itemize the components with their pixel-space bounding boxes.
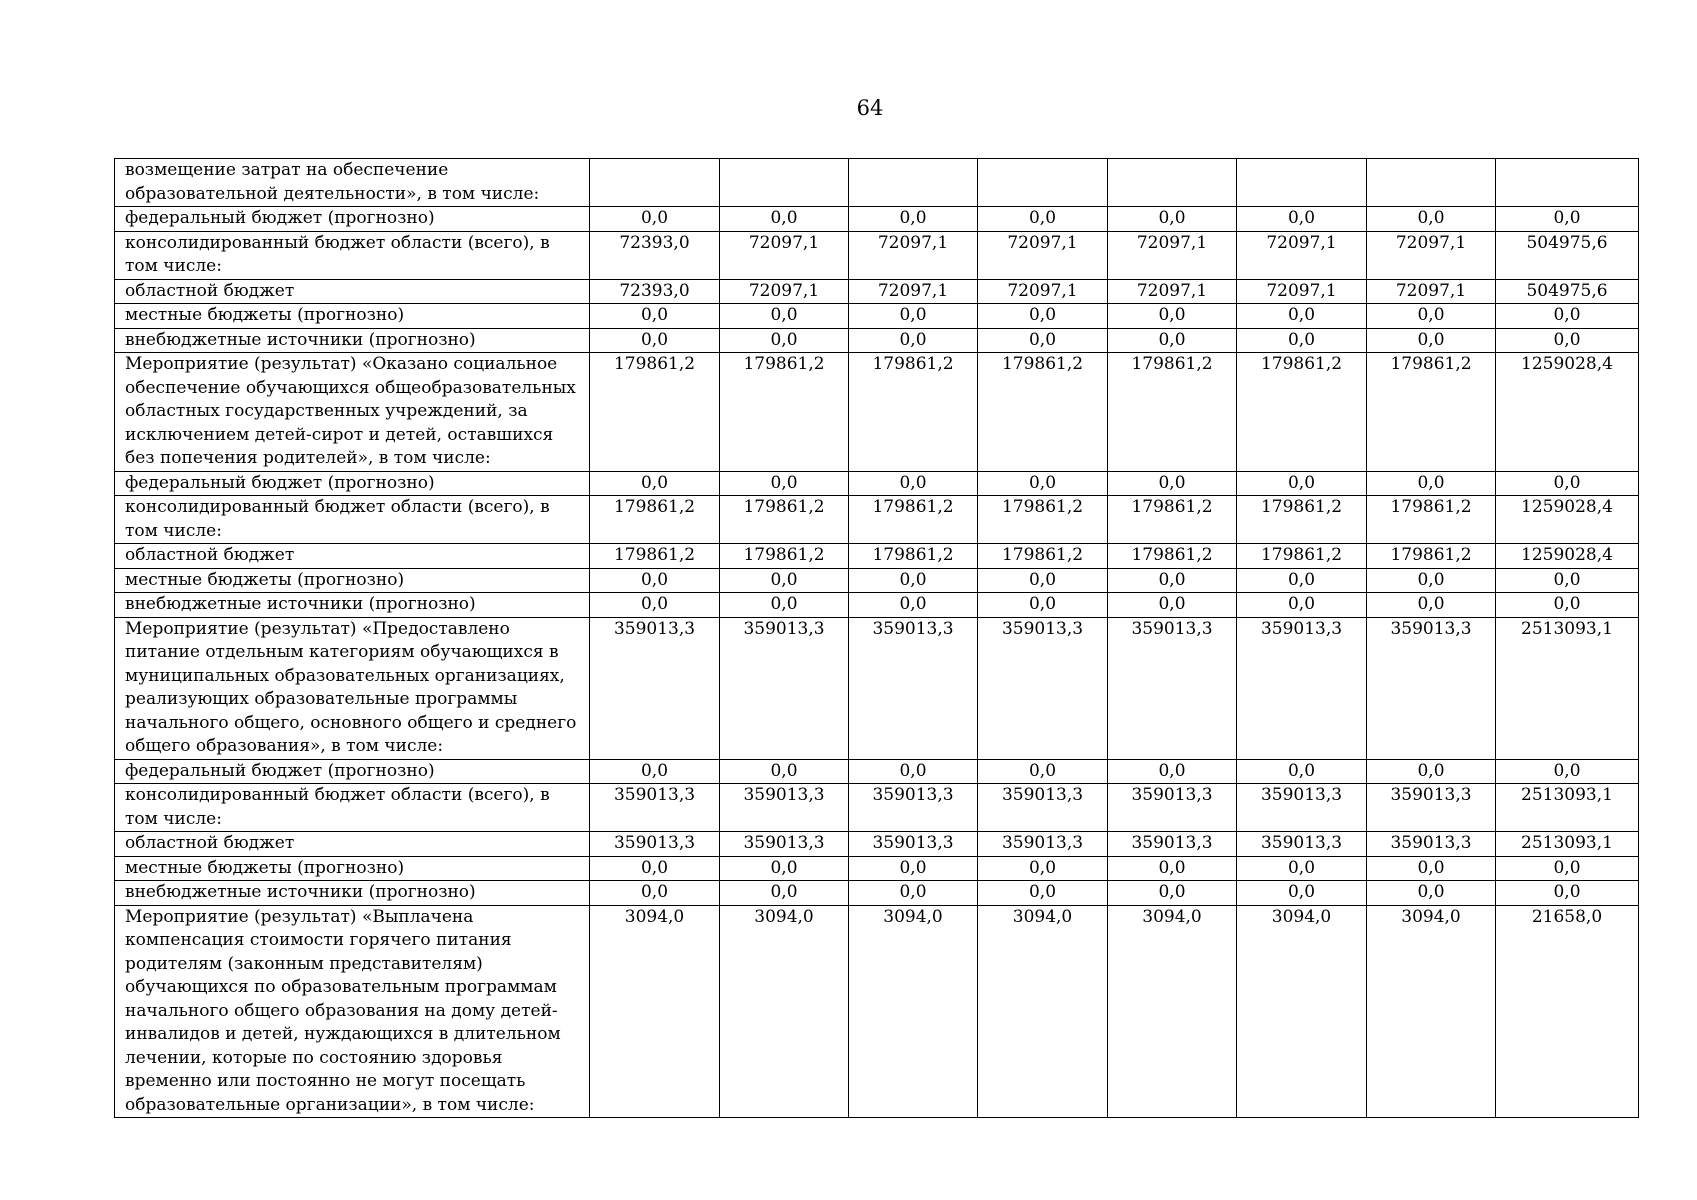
value-cell: 0,0 — [590, 759, 720, 784]
value-cell: 0,0 — [1367, 759, 1496, 784]
value-cell: 0,0 — [978, 568, 1108, 593]
value-cell: 0,0 — [590, 471, 720, 496]
value-cell — [1108, 159, 1237, 207]
value-cell: 0,0 — [720, 328, 849, 353]
value-cell: 179861,2 — [590, 544, 720, 569]
value-cell: 0,0 — [590, 568, 720, 593]
value-cell: 179861,2 — [1237, 496, 1367, 544]
row-label: консолидированный бюджет области (всего), в том числе: — [115, 496, 590, 544]
value-cell: 0,0 — [978, 207, 1108, 232]
value-cell: 359013,3 — [1237, 617, 1367, 759]
row-label: местные бюджеты (прогнозно) — [115, 304, 590, 329]
value-cell — [849, 159, 978, 207]
table-row — [115, 471, 1639, 496]
value-cell: 0,0 — [978, 471, 1108, 496]
table-row — [115, 231, 1639, 279]
value-cell: 72393,0 — [590, 279, 720, 304]
value-cell: 0,0 — [1108, 593, 1237, 618]
value-cell: 0,0 — [720, 856, 849, 881]
value-cell: 0,0 — [590, 328, 720, 353]
value-cell: 359013,3 — [1108, 617, 1237, 759]
value-cell: 179861,2 — [1108, 353, 1237, 472]
value-cell: 179861,2 — [1237, 544, 1367, 569]
table-row — [115, 304, 1639, 329]
value-cell-total: 2513093,1 — [1496, 784, 1639, 832]
value-cell-total: 0,0 — [1496, 759, 1639, 784]
value-cell: 0,0 — [849, 759, 978, 784]
value-cell: 72097,1 — [849, 231, 978, 279]
value-cell: 3094,0 — [590, 905, 720, 1118]
value-cell: 359013,3 — [978, 617, 1108, 759]
value-cell: 179861,2 — [720, 544, 849, 569]
value-cell: 0,0 — [1237, 759, 1367, 784]
value-cell: 72097,1 — [1237, 231, 1367, 279]
table-body — [115, 159, 1639, 1118]
value-cell: 179861,2 — [978, 353, 1108, 472]
value-cell: 179861,2 — [978, 496, 1108, 544]
value-cell: 359013,3 — [720, 832, 849, 857]
value-cell: 0,0 — [1367, 568, 1496, 593]
value-cell: 0,0 — [1367, 856, 1496, 881]
value-cell: 0,0 — [720, 881, 849, 906]
value-cell: 0,0 — [978, 856, 1108, 881]
value-cell: 0,0 — [849, 207, 978, 232]
value-cell-total: 2513093,1 — [1496, 617, 1639, 759]
value-cell: 0,0 — [720, 471, 849, 496]
value-cell: 0,0 — [849, 471, 978, 496]
value-cell: 359013,3 — [1108, 784, 1237, 832]
value-cell: 0,0 — [978, 759, 1108, 784]
value-cell: 0,0 — [978, 593, 1108, 618]
value-cell: 0,0 — [590, 593, 720, 618]
table-row — [115, 617, 1639, 759]
table-row — [115, 279, 1639, 304]
table-row — [115, 905, 1639, 1118]
value-cell: 179861,2 — [590, 353, 720, 472]
value-cell: 0,0 — [1237, 593, 1367, 618]
table-row — [115, 544, 1639, 569]
row-label: внебюджетные источники (прогнозно) — [115, 881, 590, 906]
value-cell-total: 0,0 — [1496, 881, 1639, 906]
value-cell-total: 1259028,4 — [1496, 353, 1639, 472]
value-cell: 3094,0 — [978, 905, 1108, 1118]
value-cell: 179861,2 — [978, 544, 1108, 569]
value-cell-total: 0,0 — [1496, 304, 1639, 329]
value-cell: 0,0 — [590, 856, 720, 881]
value-cell: 72097,1 — [978, 231, 1108, 279]
table-row — [115, 159, 1639, 207]
value-cell-total: 1259028,4 — [1496, 496, 1639, 544]
value-cell: 0,0 — [1367, 593, 1496, 618]
value-cell-total: 1259028,4 — [1496, 544, 1639, 569]
value-cell-total: 0,0 — [1496, 207, 1639, 232]
value-cell: 0,0 — [1367, 304, 1496, 329]
table-row — [115, 496, 1639, 544]
value-cell: 359013,3 — [590, 617, 720, 759]
value-cell-total — [1496, 159, 1639, 207]
row-label: областной бюджет — [115, 279, 590, 304]
value-cell: 0,0 — [978, 881, 1108, 906]
value-cell: 72097,1 — [1367, 279, 1496, 304]
value-cell — [590, 159, 720, 207]
table-row — [115, 207, 1639, 232]
value-cell: 359013,3 — [978, 784, 1108, 832]
value-cell: 179861,2 — [1108, 496, 1237, 544]
value-cell: 0,0 — [720, 568, 849, 593]
value-cell: 0,0 — [1108, 471, 1237, 496]
value-cell: 72097,1 — [1108, 231, 1237, 279]
value-cell: 0,0 — [1367, 471, 1496, 496]
value-cell: 0,0 — [720, 759, 849, 784]
value-cell: 179861,2 — [849, 544, 978, 569]
value-cell: 179861,2 — [1237, 353, 1367, 472]
value-cell: 72393,0 — [590, 231, 720, 279]
value-cell: 359013,3 — [1367, 617, 1496, 759]
value-cell: 0,0 — [849, 304, 978, 329]
value-cell: 0,0 — [1367, 881, 1496, 906]
page-number: 64 — [856, 96, 884, 120]
row-label: местные бюджеты (прогнозно) — [115, 568, 590, 593]
table-row — [115, 759, 1639, 784]
value-cell: 0,0 — [590, 304, 720, 329]
value-cell: 0,0 — [1108, 304, 1237, 329]
value-cell: 0,0 — [849, 593, 978, 618]
value-cell — [1237, 159, 1367, 207]
value-cell: 0,0 — [590, 881, 720, 906]
row-label: областной бюджет — [115, 832, 590, 857]
value-cell-total: 0,0 — [1496, 471, 1639, 496]
budget-table — [114, 158, 1639, 1118]
value-cell: 179861,2 — [849, 496, 978, 544]
value-cell-total: 0,0 — [1496, 856, 1639, 881]
value-cell: 359013,3 — [849, 784, 978, 832]
row-label: федеральный бюджет (прогнозно) — [115, 471, 590, 496]
value-cell: 0,0 — [1237, 328, 1367, 353]
value-cell: 359013,3 — [590, 784, 720, 832]
value-cell: 359013,3 — [849, 832, 978, 857]
value-cell: 179861,2 — [1367, 353, 1496, 472]
row-label: Мероприятие (результат) «Оказано социальное обеспечение обучающихся общеобразовательных областных государственных учреждений, за исключением детей-сирот и детей, оставшихся без попечения родителей», в том числе: — [115, 353, 590, 472]
row-label: федеральный бюджет (прогнозно) — [115, 759, 590, 784]
value-cell: 3094,0 — [720, 905, 849, 1118]
value-cell: 3094,0 — [1108, 905, 1237, 1118]
value-cell: 0,0 — [1237, 304, 1367, 329]
value-cell: 72097,1 — [978, 279, 1108, 304]
value-cell-total: 504975,6 — [1496, 279, 1639, 304]
value-cell: 0,0 — [978, 304, 1108, 329]
value-cell-total: 504975,6 — [1496, 231, 1639, 279]
table-row — [115, 328, 1639, 353]
table-row — [115, 784, 1639, 832]
value-cell: 0,0 — [1108, 568, 1237, 593]
value-cell: 0,0 — [978, 328, 1108, 353]
value-cell: 0,0 — [1108, 856, 1237, 881]
row-label: консолидированный бюджет области (всего), в том числе: — [115, 784, 590, 832]
value-cell: 0,0 — [1108, 328, 1237, 353]
value-cell: 0,0 — [1367, 328, 1496, 353]
row-label: внебюджетные источники (прогнозно) — [115, 593, 590, 618]
value-cell: 0,0 — [1108, 881, 1237, 906]
table-row — [115, 881, 1639, 906]
table-row — [115, 832, 1639, 857]
value-cell: 72097,1 — [1108, 279, 1237, 304]
row-label: возмещение затрат на обеспечение образовательной деятельности», в том числе: — [115, 159, 590, 207]
value-cell-total: 2513093,1 — [1496, 832, 1639, 857]
value-cell: 179861,2 — [590, 496, 720, 544]
table-row — [115, 856, 1639, 881]
value-cell: 359013,3 — [720, 617, 849, 759]
value-cell-total: 0,0 — [1496, 328, 1639, 353]
value-cell: 179861,2 — [849, 353, 978, 472]
row-label: федеральный бюджет (прогнозно) — [115, 207, 590, 232]
table-row — [115, 568, 1639, 593]
value-cell: 0,0 — [1237, 207, 1367, 232]
value-cell: 0,0 — [849, 328, 978, 353]
row-label: Мероприятие (результат) «Предоставлено питание отдельным категориям обучающихся в муниципальных образовательных организациях, реализующих образовательные программы начального общего, основного общего и среднего общего образования», в том числе: — [115, 617, 590, 759]
value-cell: 359013,3 — [1367, 784, 1496, 832]
row-label: областной бюджет — [115, 544, 590, 569]
value-cell: 0,0 — [849, 881, 978, 906]
row-label: внебюджетные источники (прогнозно) — [115, 328, 590, 353]
value-cell: 0,0 — [1237, 881, 1367, 906]
value-cell: 0,0 — [590, 207, 720, 232]
value-cell: 3094,0 — [849, 905, 978, 1118]
value-cell: 72097,1 — [1237, 279, 1367, 304]
value-cell: 0,0 — [1237, 471, 1367, 496]
value-cell: 359013,3 — [849, 617, 978, 759]
value-cell: 359013,3 — [978, 832, 1108, 857]
value-cell: 3094,0 — [1367, 905, 1496, 1118]
value-cell: 72097,1 — [849, 279, 978, 304]
value-cell: 0,0 — [720, 207, 849, 232]
value-cell: 72097,1 — [1367, 231, 1496, 279]
value-cell: 72097,1 — [720, 279, 849, 304]
row-label: местные бюджеты (прогнозно) — [115, 856, 590, 881]
value-cell: 0,0 — [1108, 207, 1237, 232]
value-cell: 179861,2 — [720, 353, 849, 472]
value-cell-total: 21658,0 — [1496, 905, 1639, 1118]
value-cell: 0,0 — [849, 856, 978, 881]
value-cell — [978, 159, 1108, 207]
value-cell: 359013,3 — [1108, 832, 1237, 857]
value-cell: 179861,2 — [1367, 496, 1496, 544]
value-cell: 179861,2 — [1367, 544, 1496, 569]
value-cell — [1367, 159, 1496, 207]
value-cell: 359013,3 — [720, 784, 849, 832]
value-cell: 0,0 — [1367, 207, 1496, 232]
value-cell: 0,0 — [849, 568, 978, 593]
value-cell: 0,0 — [1237, 568, 1367, 593]
value-cell-total: 0,0 — [1496, 593, 1639, 618]
value-cell: 359013,3 — [590, 832, 720, 857]
table-row — [115, 353, 1639, 472]
value-cell: 0,0 — [720, 304, 849, 329]
value-cell: 3094,0 — [1237, 905, 1367, 1118]
value-cell: 72097,1 — [720, 231, 849, 279]
value-cell: 359013,3 — [1237, 832, 1367, 857]
value-cell: 0,0 — [720, 593, 849, 618]
value-cell: 179861,2 — [1108, 544, 1237, 569]
row-label: консолидированный бюджет области (всего), в том числе: — [115, 231, 590, 279]
value-cell-total: 0,0 — [1496, 568, 1639, 593]
value-cell: 0,0 — [1237, 856, 1367, 881]
value-cell — [720, 159, 849, 207]
table-row — [115, 593, 1639, 618]
value-cell: 0,0 — [1108, 759, 1237, 784]
row-label: Мероприятие (результат) «Выплачена компенсация стоимости горячего питания родителям (законным представителям) обучающихся по образовательным программам начального общего образования на дому детей-инвалидов и детей, нуждающихся в длительном лечении, которые по состоянию здоровья временно или постоянно не могут посещать образовательные организации», в том числе: — [115, 905, 590, 1118]
value-cell: 179861,2 — [720, 496, 849, 544]
value-cell: 359013,3 — [1237, 784, 1367, 832]
value-cell: 359013,3 — [1367, 832, 1496, 857]
